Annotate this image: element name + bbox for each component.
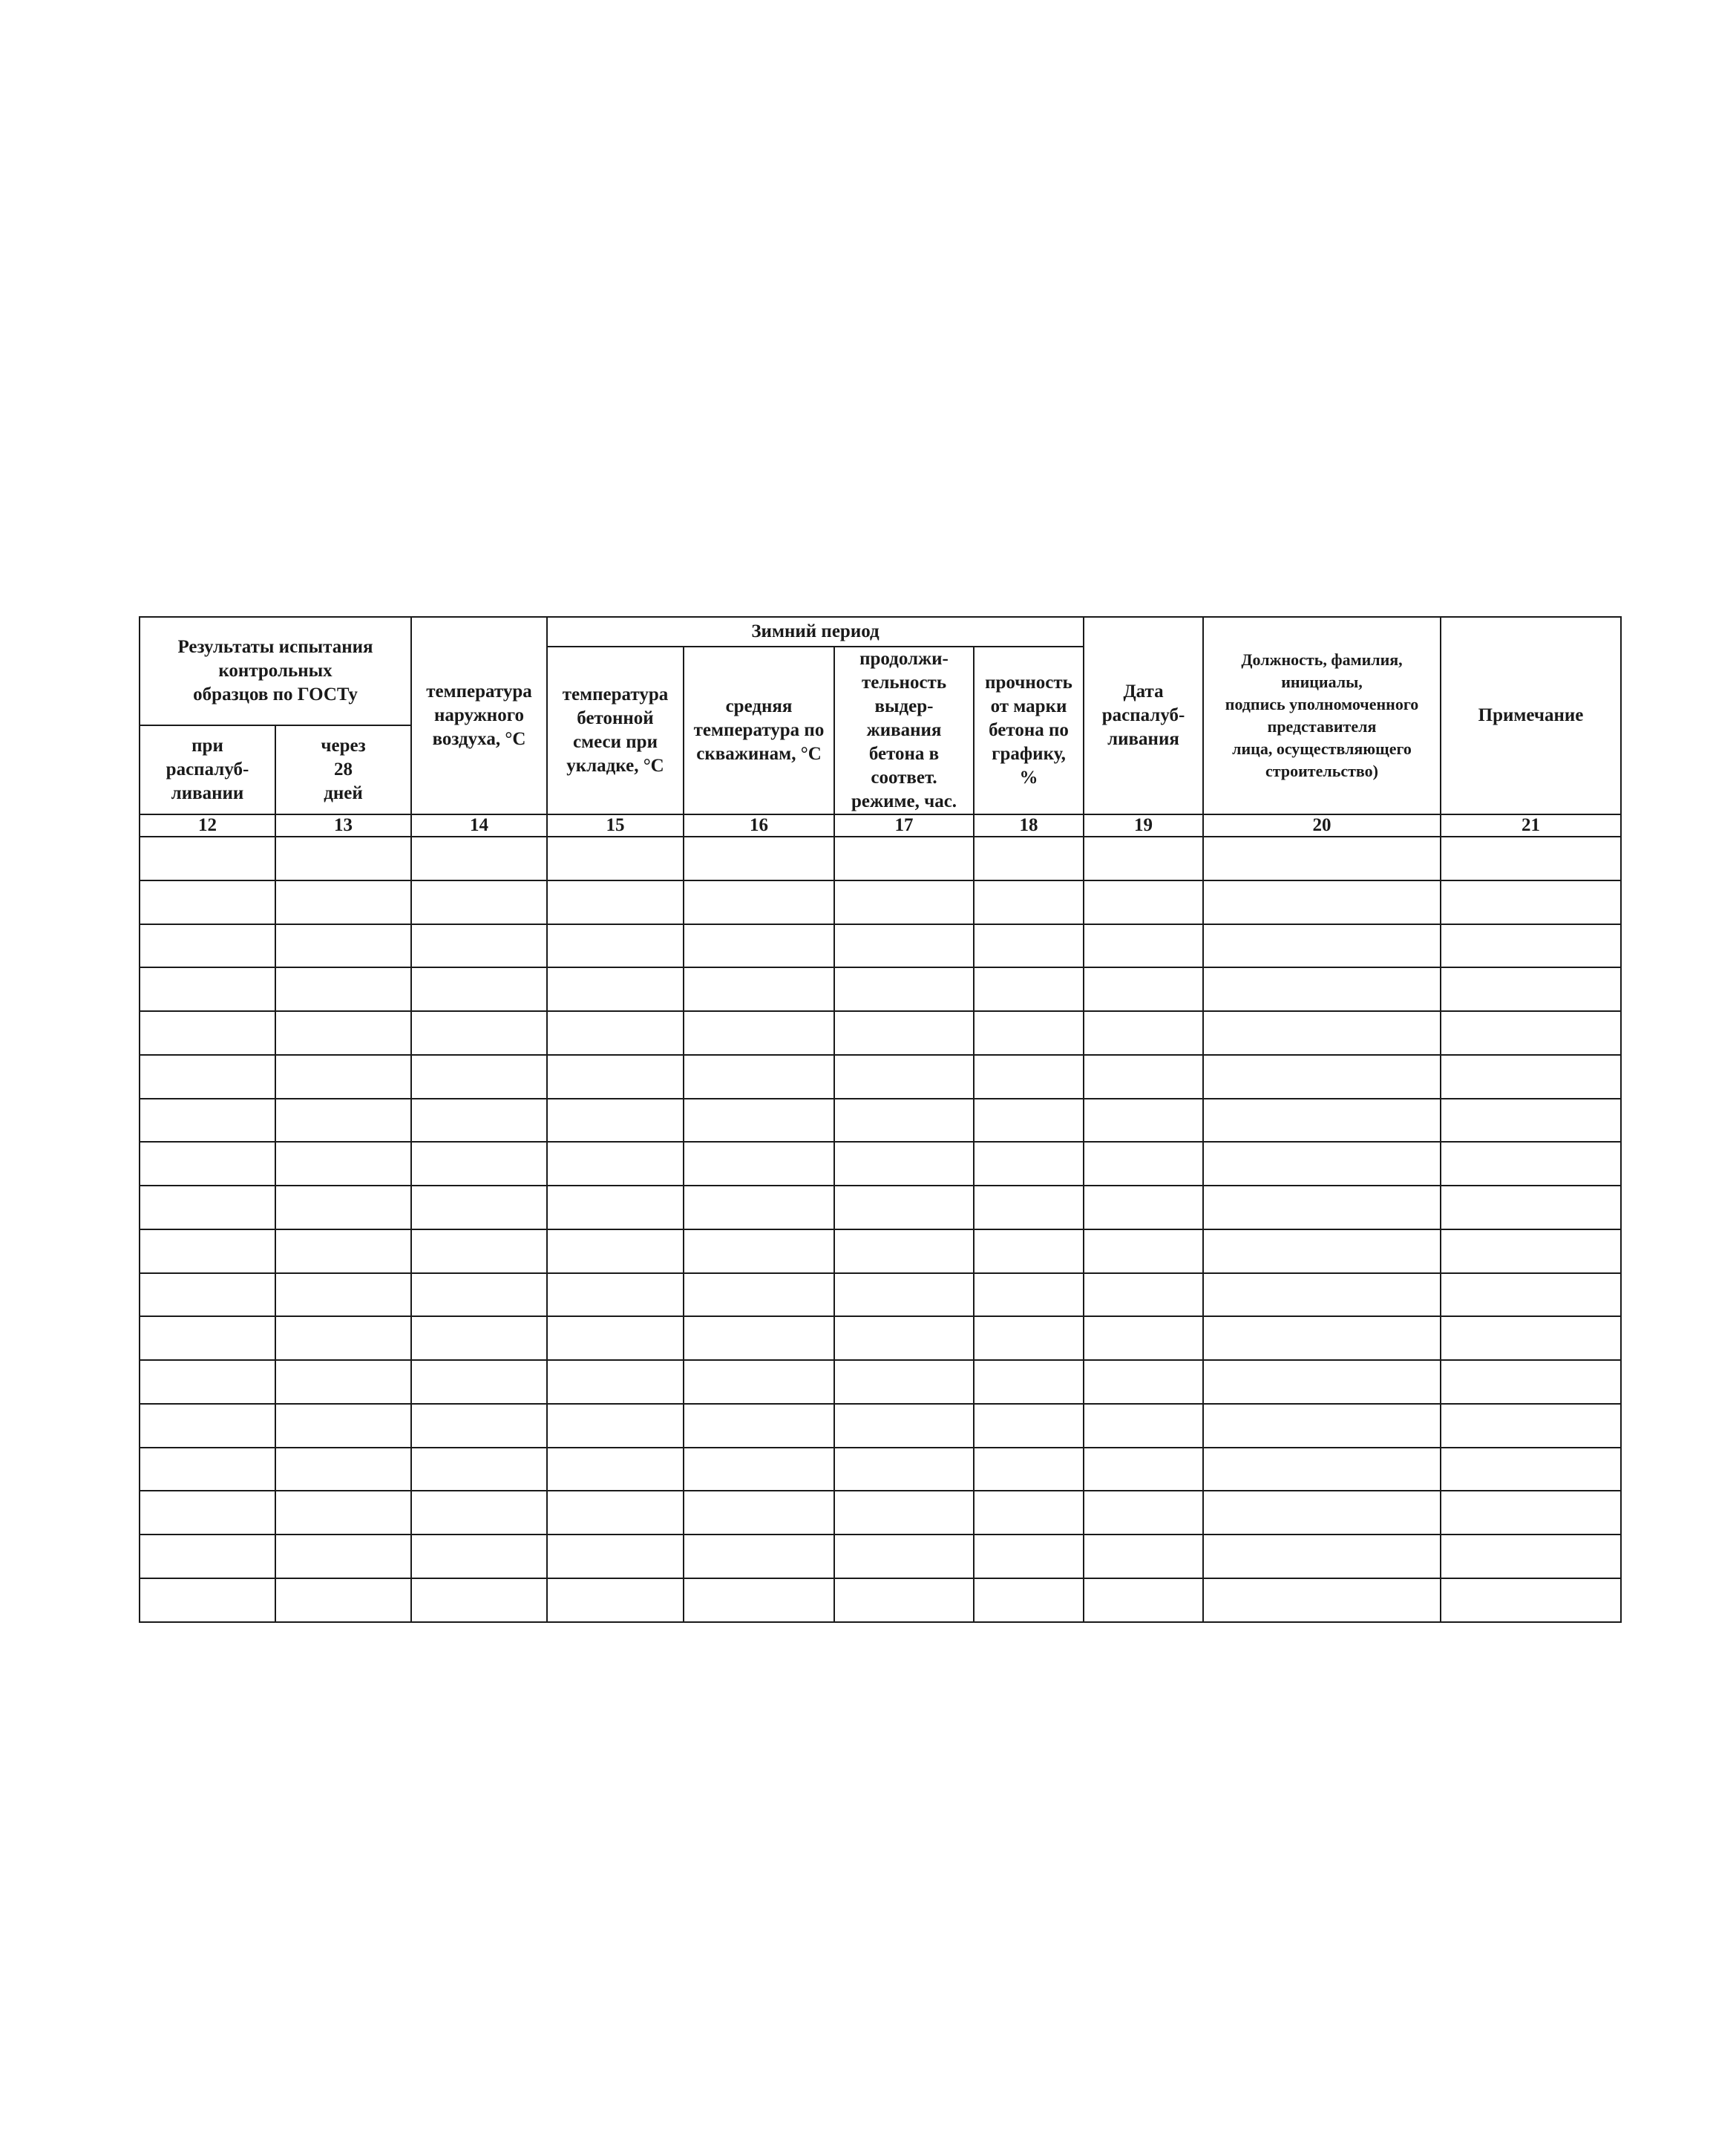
table-cell [974, 1404, 1084, 1448]
table-cell [1084, 1011, 1203, 1055]
table-cell [140, 880, 275, 924]
table-cell [834, 837, 974, 880]
table-cell [547, 1099, 684, 1143]
header-strength: прочность от марки бетона по графику, % [974, 647, 1084, 814]
table-cell [1203, 837, 1441, 880]
table-cell [411, 1404, 547, 1448]
table-cell [275, 1186, 411, 1229]
table-cell [974, 1011, 1084, 1055]
header-stripping-date: Дата распалуб- ливания [1084, 617, 1203, 814]
table-cell [547, 924, 684, 968]
table-cell [834, 1273, 974, 1317]
table-cell [275, 1142, 411, 1186]
table-cell [1203, 1055, 1441, 1099]
table-cell [140, 837, 275, 880]
table-cell [1203, 1535, 1441, 1578]
table-cell [1203, 1448, 1441, 1491]
table-cell [275, 1578, 411, 1622]
table-cell [411, 1535, 547, 1578]
table-cell [684, 1404, 834, 1448]
table-cell [411, 1055, 547, 1099]
table-cell [1084, 1491, 1203, 1535]
table-cell [140, 1448, 275, 1491]
table-cell [140, 1273, 275, 1317]
table-cell [547, 1229, 684, 1273]
table-cell [411, 967, 547, 1011]
header-curing-duration: продолжи- тельность выдер- живания бетона в соответ. режиме, час. [834, 647, 974, 814]
table-cell [547, 1011, 684, 1055]
table-cell [834, 880, 974, 924]
table-cell [547, 1578, 684, 1622]
table-cell [834, 1578, 974, 1622]
table-cell [547, 1491, 684, 1535]
table-cell [411, 1099, 547, 1143]
table-cell [1084, 1186, 1203, 1229]
header-test-results: Результаты испытания контрольных образцов по ГОСТу [140, 617, 411, 725]
table-cell [684, 880, 834, 924]
table-cell [1084, 1578, 1203, 1622]
column-number: 17 [834, 814, 974, 837]
table-row [140, 1011, 1621, 1055]
table-cell [411, 880, 547, 924]
table-cell [140, 1491, 275, 1535]
table-cell [140, 1055, 275, 1099]
table-cell [547, 1404, 684, 1448]
table-row [140, 1404, 1621, 1448]
table-cell [1203, 1186, 1441, 1229]
table-cell [684, 967, 834, 1011]
table-row [140, 1186, 1621, 1229]
table-cell [684, 1229, 834, 1273]
table-cell [275, 1273, 411, 1317]
table-cell [974, 1491, 1084, 1535]
table-cell [684, 1535, 834, 1578]
table-cell [1203, 1011, 1441, 1055]
table-cell [140, 1229, 275, 1273]
header-representative: Должность, фамилия, инициалы, подпись уполномоченного представителя лица, осуществляющего строительство) [1203, 617, 1441, 814]
table-cell [684, 1316, 834, 1360]
table-cell [140, 1099, 275, 1143]
table-cell [1441, 1316, 1621, 1360]
table-cell [275, 1535, 411, 1578]
table-cell [684, 924, 834, 968]
table-cell [1441, 1273, 1621, 1317]
table-row [140, 967, 1621, 1011]
table-cell [275, 880, 411, 924]
table-cell [411, 924, 547, 968]
table-cell [1441, 1055, 1621, 1099]
table-cell [834, 1448, 974, 1491]
table-header [140, 617, 1621, 837]
table-cell [1441, 1448, 1621, 1491]
concrete-journal-table [139, 616, 1622, 1623]
table-cell [1441, 1186, 1621, 1229]
table-cell [1084, 1055, 1203, 1099]
table-cell [1441, 1011, 1621, 1055]
table-cell [1084, 1142, 1203, 1186]
table-cell [140, 924, 275, 968]
table-cell [974, 924, 1084, 968]
table-cell [1441, 1535, 1621, 1578]
table-cell [974, 1273, 1084, 1317]
header-at-stripping: при распалуб- ливании [140, 725, 275, 814]
table-cell [275, 1316, 411, 1360]
table-cell [547, 1448, 684, 1491]
table-cell [411, 1491, 547, 1535]
table-cell [684, 1055, 834, 1099]
table-row [140, 880, 1621, 924]
table-cell [1084, 924, 1203, 968]
table-cell [1441, 1099, 1621, 1143]
table-cell [974, 1578, 1084, 1622]
table-cell [684, 1142, 834, 1186]
table-cell [411, 1229, 547, 1273]
table-cell [974, 1186, 1084, 1229]
table-cell [834, 1491, 974, 1535]
table-cell [834, 1099, 974, 1143]
table-cell [974, 1099, 1084, 1143]
table-cell [547, 880, 684, 924]
table-body [140, 837, 1621, 1622]
table-row [140, 1229, 1621, 1273]
table-cell [1203, 880, 1441, 924]
table-cell [1084, 1404, 1203, 1448]
table-cell [275, 967, 411, 1011]
table-cell [1441, 924, 1621, 968]
table-cell [684, 1448, 834, 1491]
table-cell [1203, 924, 1441, 968]
table-cell [140, 1011, 275, 1055]
table-cell [974, 1316, 1084, 1360]
table-cell [684, 1099, 834, 1143]
table-cell [684, 1186, 834, 1229]
table-cell [684, 1273, 834, 1317]
table-cell [834, 1535, 974, 1578]
table-cell [974, 1448, 1084, 1491]
header-note: Примечание [1441, 617, 1621, 814]
table-cell [1441, 1360, 1621, 1404]
table-cell [684, 1011, 834, 1055]
table-cell [547, 1360, 684, 1404]
table-row [140, 1578, 1621, 1622]
table-cell [411, 1273, 547, 1317]
table-cell [1084, 1316, 1203, 1360]
table-row [140, 1360, 1621, 1404]
header-winter-period: Зимний период [547, 617, 1084, 647]
table-cell [140, 1186, 275, 1229]
table-cell [1203, 1229, 1441, 1273]
table-cell [834, 1186, 974, 1229]
table-cell [974, 1229, 1084, 1273]
table-cell [684, 1578, 834, 1622]
table-cell [684, 837, 834, 880]
table-cell [275, 924, 411, 968]
table-cell [834, 1011, 974, 1055]
table-cell [1441, 1578, 1621, 1622]
header-avg-temp: средняя температура по скважинам, °С [684, 647, 834, 814]
table-cell [1084, 1099, 1203, 1143]
table-cell [974, 1055, 1084, 1099]
table-cell [547, 837, 684, 880]
header-outdoor-temp: температура наружного воздуха, °С [411, 617, 547, 814]
table-cell [411, 1142, 547, 1186]
table-cell [1084, 1448, 1203, 1491]
table-cell [547, 1142, 684, 1186]
table-row [140, 1316, 1621, 1360]
table-cell [974, 1142, 1084, 1186]
table-cell [275, 1360, 411, 1404]
table-row [140, 1535, 1621, 1578]
table-cell [411, 1011, 547, 1055]
table-cell [1203, 1360, 1441, 1404]
table-row [140, 1142, 1621, 1186]
column-number: 16 [684, 814, 834, 837]
table-cell [275, 1491, 411, 1535]
table-cell [684, 1360, 834, 1404]
column-number: 19 [1084, 814, 1203, 837]
table-cell [275, 1404, 411, 1448]
table-cell [1084, 1273, 1203, 1317]
table-cell [834, 1360, 974, 1404]
table-cell [974, 967, 1084, 1011]
column-number: 13 [275, 814, 411, 837]
table-cell [411, 1448, 547, 1491]
column-number: 15 [547, 814, 684, 837]
column-number: 12 [140, 814, 275, 837]
table-cell [1441, 1229, 1621, 1273]
table-cell [140, 1142, 275, 1186]
table-cell [275, 837, 411, 880]
column-number: 18 [974, 814, 1084, 837]
column-number-row [140, 814, 1621, 837]
table-cell [411, 1316, 547, 1360]
table-cell [547, 1055, 684, 1099]
table-cell [684, 1491, 834, 1535]
table-cell [547, 1186, 684, 1229]
table-cell [834, 1142, 974, 1186]
table-cell [834, 1055, 974, 1099]
table-cell [275, 1448, 411, 1491]
table-row [140, 924, 1621, 968]
table-cell [974, 1360, 1084, 1404]
table-cell [1441, 1142, 1621, 1186]
table-cell [275, 1055, 411, 1099]
table-cell [547, 1535, 684, 1578]
header-after-28-days: через 28 дней [275, 725, 411, 814]
table-cell [140, 967, 275, 1011]
table-cell [1203, 1404, 1441, 1448]
table-row [140, 837, 1621, 880]
table-cell [834, 1229, 974, 1273]
table-cell [1441, 1491, 1621, 1535]
table-row [140, 1055, 1621, 1099]
column-number: 21 [1441, 814, 1621, 837]
table-cell [140, 1360, 275, 1404]
table-cell [834, 924, 974, 968]
table-cell [1441, 1404, 1621, 1448]
table-cell [1203, 1491, 1441, 1535]
table-cell [1441, 837, 1621, 880]
table-cell [275, 1011, 411, 1055]
table-cell [140, 1316, 275, 1360]
table-cell [411, 1578, 547, 1622]
table-cell [1084, 837, 1203, 880]
table-cell [140, 1404, 275, 1448]
table-cell [1203, 1578, 1441, 1622]
table-row [140, 1448, 1621, 1491]
table-cell [974, 1535, 1084, 1578]
table-cell [1203, 1273, 1441, 1317]
table-cell [1203, 1142, 1441, 1186]
column-number: 14 [411, 814, 547, 837]
table-cell [1441, 967, 1621, 1011]
table-cell [1084, 1360, 1203, 1404]
table-cell [1203, 1316, 1441, 1360]
table-cell [974, 880, 1084, 924]
table-cell [1084, 880, 1203, 924]
table-cell [834, 1316, 974, 1360]
table-cell [275, 1099, 411, 1143]
table-cell [411, 1360, 547, 1404]
table-cell [547, 967, 684, 1011]
table-cell [411, 837, 547, 880]
table-cell [1084, 1229, 1203, 1273]
table-cell [974, 837, 1084, 880]
column-number: 20 [1203, 814, 1441, 837]
table-cell [140, 1578, 275, 1622]
table-row [140, 1491, 1621, 1535]
table-cell [1084, 1535, 1203, 1578]
table-cell [547, 1316, 684, 1360]
table-cell [1203, 967, 1441, 1011]
table-cell [1441, 880, 1621, 924]
table-cell [140, 1535, 275, 1578]
table-row [140, 1099, 1621, 1143]
table-cell [1203, 1099, 1441, 1143]
table-cell [411, 1186, 547, 1229]
header-mix-temp: температура бетонной смеси при укладке, °С [547, 647, 684, 814]
table-cell [834, 967, 974, 1011]
table-cell [834, 1404, 974, 1448]
table-row [140, 1273, 1621, 1317]
table-cell [547, 1273, 684, 1317]
table-cell [1084, 967, 1203, 1011]
table-cell [275, 1229, 411, 1273]
